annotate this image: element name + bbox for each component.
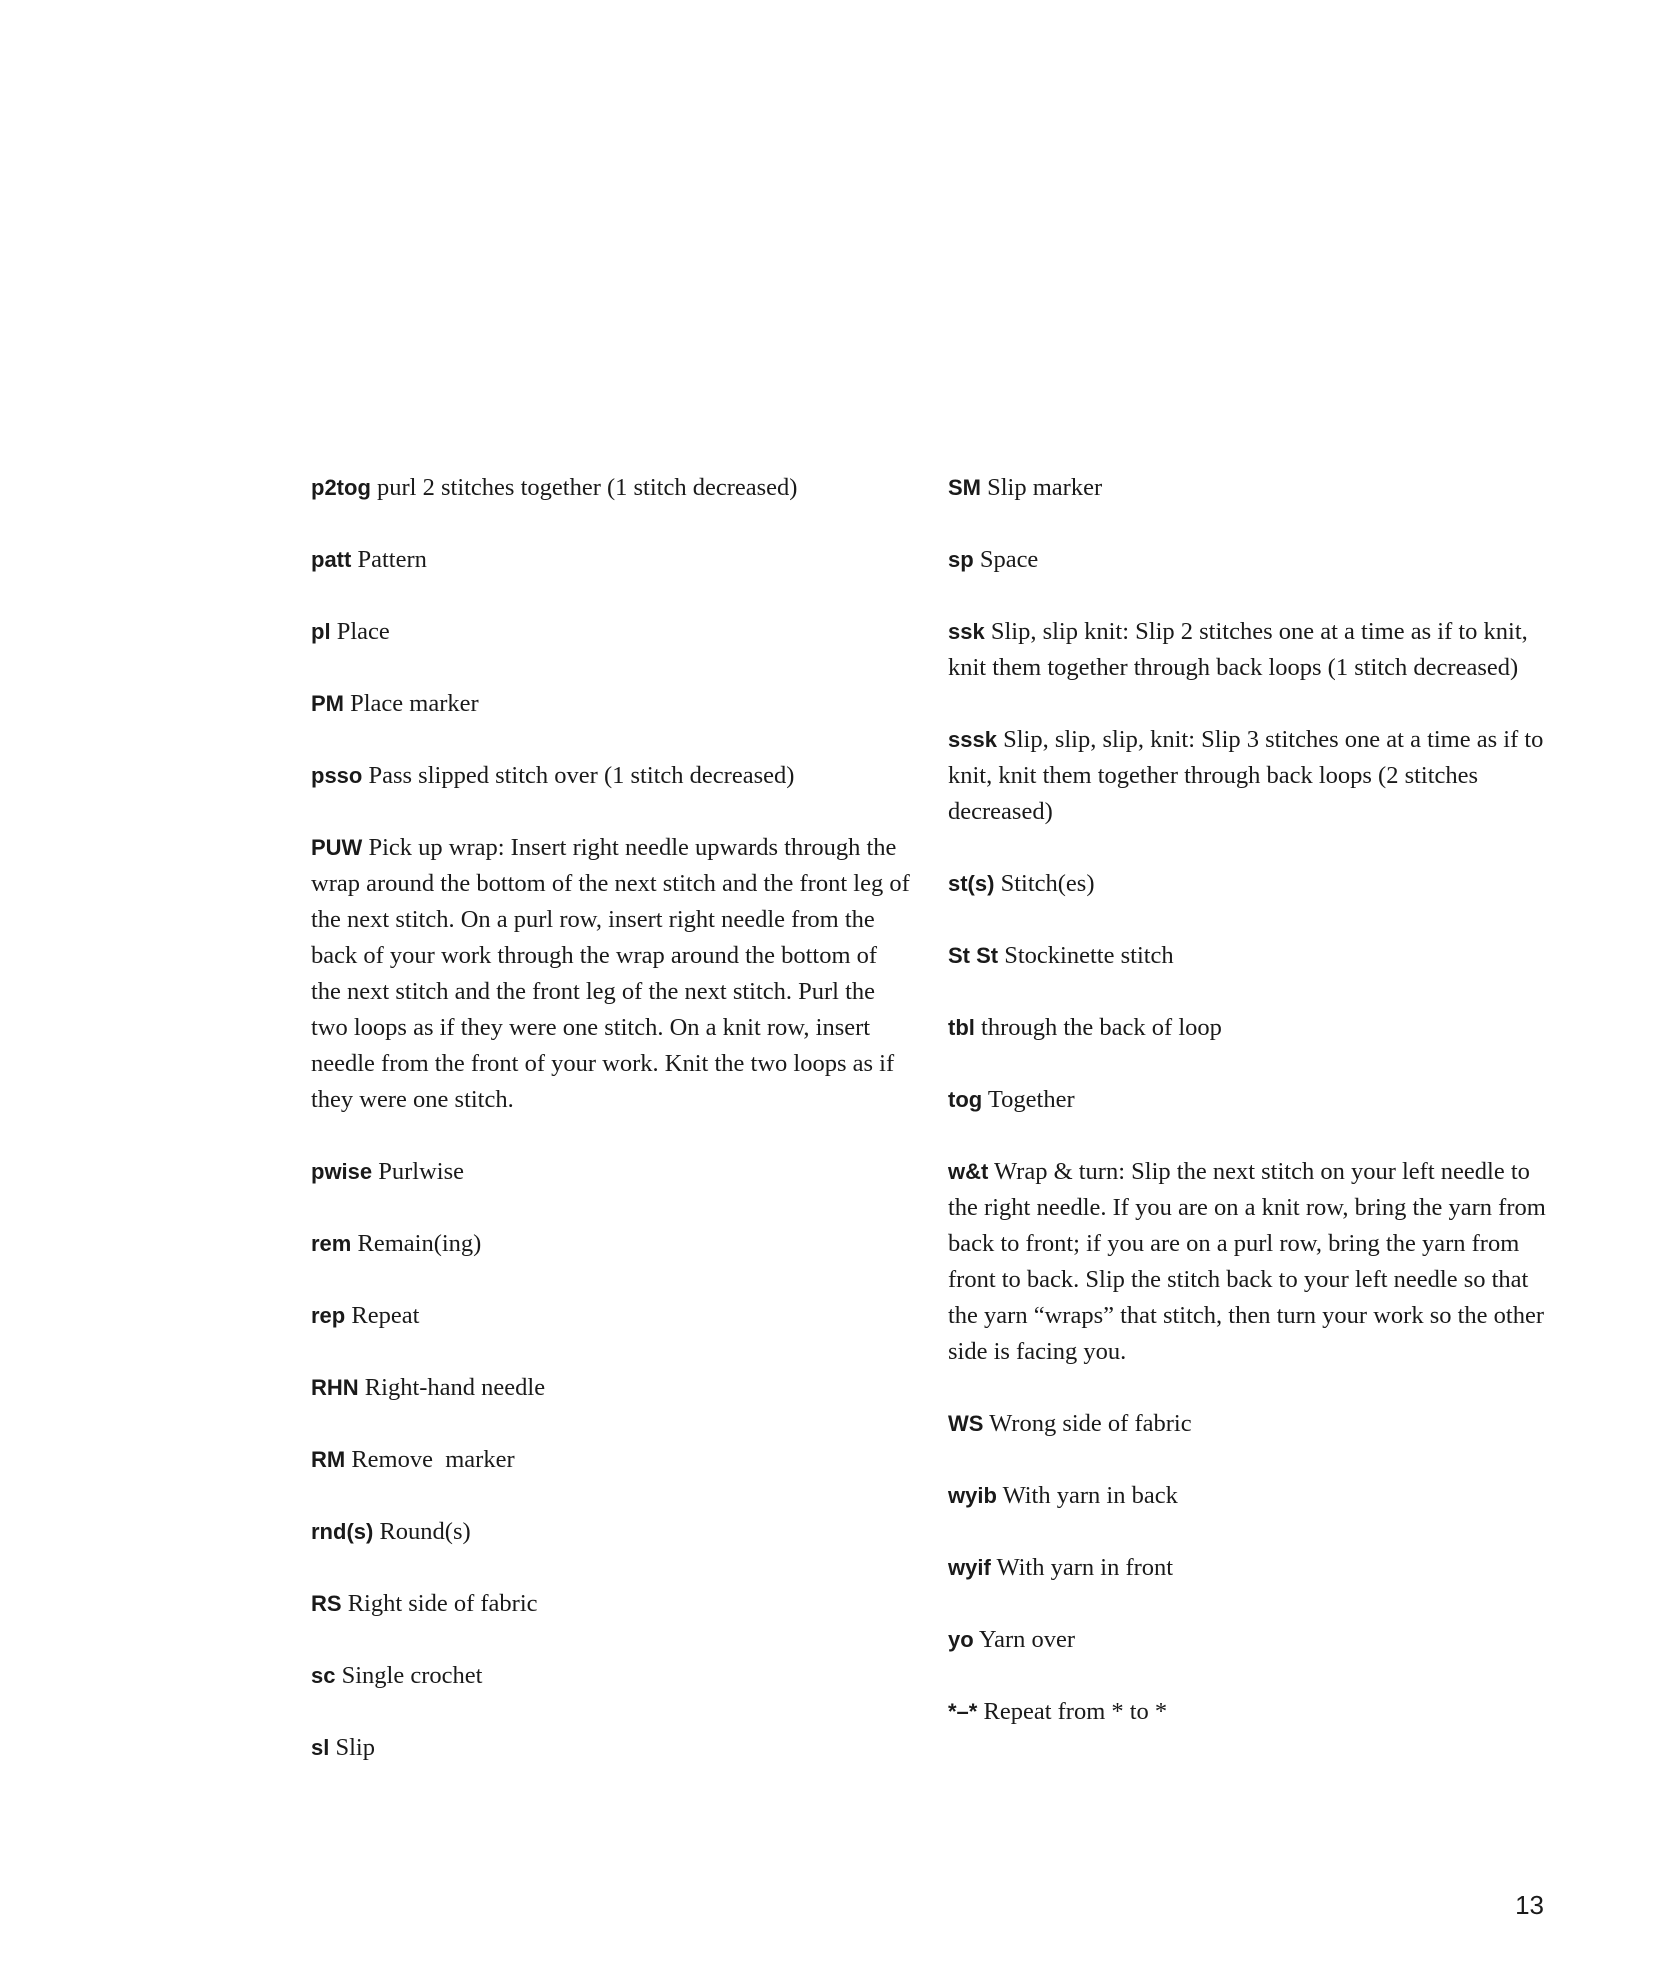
glossary-entry: [948, 1406, 1548, 1442]
glossary-term: yo: [948, 1627, 974, 1652]
glossary-term: sc: [311, 1663, 336, 1688]
glossary-entry: [948, 866, 1548, 902]
glossary-definition: Space: [979, 546, 1039, 573]
glossary-entry: [948, 542, 1548, 578]
glossary-term: RS: [311, 1591, 342, 1616]
glossary-entry: [311, 1442, 911, 1478]
glossary-entry: [948, 1622, 1548, 1658]
glossary-term: SM: [948, 475, 981, 500]
glossary-entry: [948, 1550, 1548, 1586]
glossary-definition: Yarn over: [978, 1626, 1076, 1653]
glossary-term: *–*: [948, 1699, 978, 1724]
glossary-term: tbl: [948, 1015, 975, 1040]
glossary-entry: [311, 614, 911, 650]
glossary-term: rnd(s): [311, 1519, 374, 1544]
glossary-term: RM: [311, 1447, 346, 1472]
glossary-term: w&t: [948, 1159, 989, 1184]
glossary-definition: Wrong side of fabric: [989, 1410, 1192, 1437]
glossary-term: rem: [311, 1231, 352, 1256]
glossary-entry: [311, 1154, 911, 1190]
glossary-entry: [948, 1154, 1548, 1370]
glossary-term: sl: [311, 1735, 330, 1760]
glossary-term: tog: [948, 1087, 983, 1112]
glossary-definition: Right side of fabric: [347, 1590, 538, 1617]
glossary-term: St St: [948, 943, 999, 968]
glossary-definition: Purlwise: [378, 1158, 465, 1185]
glossary-term: RHN: [311, 1375, 359, 1400]
glossary-term: wyif: [948, 1555, 991, 1580]
glossary-definition: Place: [336, 618, 390, 645]
glossary-definition: Pass slipped stitch over (1 stitch decreased): [368, 762, 795, 789]
glossary-definition: Right-hand needle: [364, 1374, 546, 1401]
glossary-definition: Slip: [335, 1734, 375, 1761]
glossary-entry: [948, 614, 1548, 686]
glossary-term: st(s): [948, 871, 995, 896]
glossary-definition: Remain(ing): [357, 1230, 482, 1257]
glossary-definition: Stitch(es): [1000, 870, 1095, 897]
glossary-entry: [311, 1226, 911, 1262]
glossary-entry: [948, 1082, 1548, 1118]
glossary-definition: Slip marker: [987, 474, 1103, 501]
glossary-entry: [311, 1730, 911, 1766]
glossary-entry: [311, 758, 911, 794]
glossary-term: PUW: [311, 835, 363, 860]
glossary-definition: Slip, slip, slip, knit: Slip 3 stitches one at a time as if to knit, knit them together through back loops (2 stitches decreased): [948, 726, 1544, 825]
glossary-definition: Single crochet: [341, 1662, 483, 1689]
glossary-entry: [948, 470, 1548, 506]
glossary-term: PM: [311, 691, 344, 716]
glossary-definition: Place marker: [350, 690, 479, 717]
glossary-definition: Round(s): [379, 1518, 471, 1545]
glossary-entry: [948, 1478, 1548, 1514]
glossary-entry: [311, 1586, 911, 1622]
glossary-definition: Repeat: [351, 1302, 420, 1329]
glossary-term: patt: [311, 547, 352, 572]
glossary-definition: through the back of loop: [981, 1014, 1222, 1041]
glossary-term: sssk: [948, 727, 997, 752]
glossary-term: pwise: [311, 1159, 373, 1184]
glossary-definition: Slip, slip knit: Slip 2 stitches one at a time as if to knit, knit them together through back loops (1 stitch decreased): [948, 618, 1528, 681]
glossary-term: rep: [311, 1303, 346, 1328]
glossary-term: WS: [948, 1411, 984, 1436]
glossary-entry: [948, 938, 1548, 974]
glossary-entry: [311, 686, 911, 722]
glossary-entry: [311, 1370, 911, 1406]
glossary-entry: [311, 1514, 911, 1550]
glossary-left-column: [311, 470, 911, 1802]
glossary-definition: Pick up wrap: Insert right needle upwards through the wrap around the bottom of the next stitch and the front leg of the next stitch. On a purl row, insert right needle from the back of your work through the wrap around the bottom of the next stitch and the front leg of the next stitch. Purl the two loops as if they were one stitch. On a knit row, insert needle from the front of your work. Knit the two loops as if they were one stitch.: [311, 834, 910, 1113]
glossary-definition: Together: [987, 1086, 1075, 1113]
glossary-entry: [311, 1658, 911, 1694]
page-number: 13: [1515, 1890, 1544, 1920]
glossary-term: p2tog: [311, 475, 371, 500]
glossary-right-column: [948, 470, 1548, 1766]
glossary-definition: Repeat from * to *: [983, 1698, 1168, 1725]
glossary-definition: Wrap & turn: Slip the next stitch on your left needle to the right needle. If you are on a knit row, bring the yarn from back to front; if you are on a purl row, bring the yarn from front to back. Slip the stitch back to your left needle so that the yarn “wraps” that stitch, then turn your work so the other side is facing you.: [948, 1158, 1546, 1365]
glossary-term: ssk: [948, 619, 985, 644]
glossary-entry: [948, 1694, 1548, 1730]
glossary-term: psso: [311, 763, 363, 788]
glossary-entry: [311, 470, 911, 506]
glossary-definition: purl 2 stitches together (1 stitch decreased): [377, 474, 798, 501]
glossary-term: pl: [311, 619, 331, 644]
glossary-entry: [311, 1298, 911, 1334]
glossary-entry: [948, 1010, 1548, 1046]
glossary-entry: [311, 542, 911, 578]
glossary-entry: [311, 830, 911, 1118]
glossary-definition: With yarn in back: [1002, 1482, 1178, 1509]
glossary-entry: [948, 722, 1548, 830]
glossary-definition: With yarn in front: [996, 1554, 1174, 1581]
glossary-definition: Remove marker: [351, 1446, 515, 1473]
glossary-definition: Pattern: [357, 546, 427, 573]
glossary-definition: Stockinette stitch: [1004, 942, 1174, 969]
glossary-term: sp: [948, 547, 974, 572]
glossary-term: wyib: [948, 1483, 997, 1508]
